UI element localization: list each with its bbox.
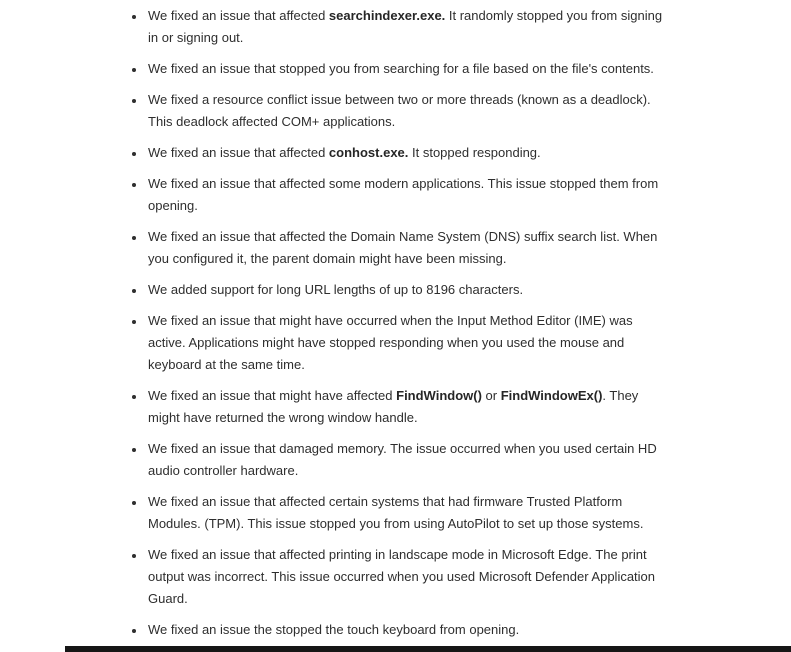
list-item (146, 173, 668, 217)
bold-term-text: FindWindowEx() (500, 388, 603, 403)
item-text: We fixed an issue that affected printing in landscape mode in Microsoft Edge. The print output was incorrect. This issue occurred when you used Microsoft Defender Application Guard. (148, 547, 656, 606)
item-text: We added support for long URL lengths of up to 8196 characters. (148, 282, 524, 297)
item-text: We fixed an issue that affected (148, 8, 329, 23)
list-item (146, 279, 668, 301)
item-text: It stopped responding. (408, 145, 541, 160)
list-item (146, 544, 668, 610)
bold-term-text: conhost.exe. (328, 145, 409, 160)
item-text: We fixed an issue that might have occurred when the Input Method Editor (IME) was active. Applications might have stopped responding when you used the mouse and keyboard at the same time. (148, 313, 633, 372)
list-item (146, 142, 668, 164)
list-item (146, 491, 668, 535)
update-fixes-list (129, 5, 668, 650)
item-text: It randomly stopped you from signing in or signing out. (148, 8, 663, 45)
item-text: . They might have returned the wrong window handle. (148, 388, 639, 425)
item-text: We fixed an issue that might have affected (148, 388, 397, 403)
list-item (146, 385, 668, 429)
list-item (146, 89, 668, 133)
item-text: We fixed an issue the stopped the touch keyboard from opening. (148, 622, 520, 637)
list-item (146, 619, 668, 641)
item-text: We fixed an issue that affected (148, 145, 329, 160)
item-text: or (481, 388, 501, 403)
bottom-bar-sliver (65, 646, 791, 652)
item-text: We fixed an issue that affected certain systems that had firmware Trusted Platform Modules. (TPM). This issue stopped you from using AutoPilot to set up those systems. (148, 494, 644, 531)
item-text: We fixed an issue that affected the Domain Name System (DNS) suffix search list. When you configured it, the parent domain might have been missing. (148, 229, 658, 266)
item-text: We fixed an issue that damaged memory. The issue occurred when you used certain HD audio controller hardware. (148, 441, 657, 478)
list-item (146, 58, 668, 80)
item-text: We fixed an issue that stopped you from searching for a file based on the file's contents. (148, 61, 654, 76)
list-item (146, 310, 668, 376)
bold-term-text: FindWindow() (396, 388, 482, 403)
item-text: We fixed an issue that affected some modern applications. This issue stopped them from opening. (148, 176, 659, 213)
list-item (146, 5, 668, 49)
list-item (146, 438, 668, 482)
bold-term-text: searchindexer.exe. (328, 8, 446, 23)
item-text: We fixed a resource conflict issue between two or more threads (known as a deadlock). This deadlock affected COM+ applications. (148, 92, 651, 129)
list-item (146, 226, 668, 270)
